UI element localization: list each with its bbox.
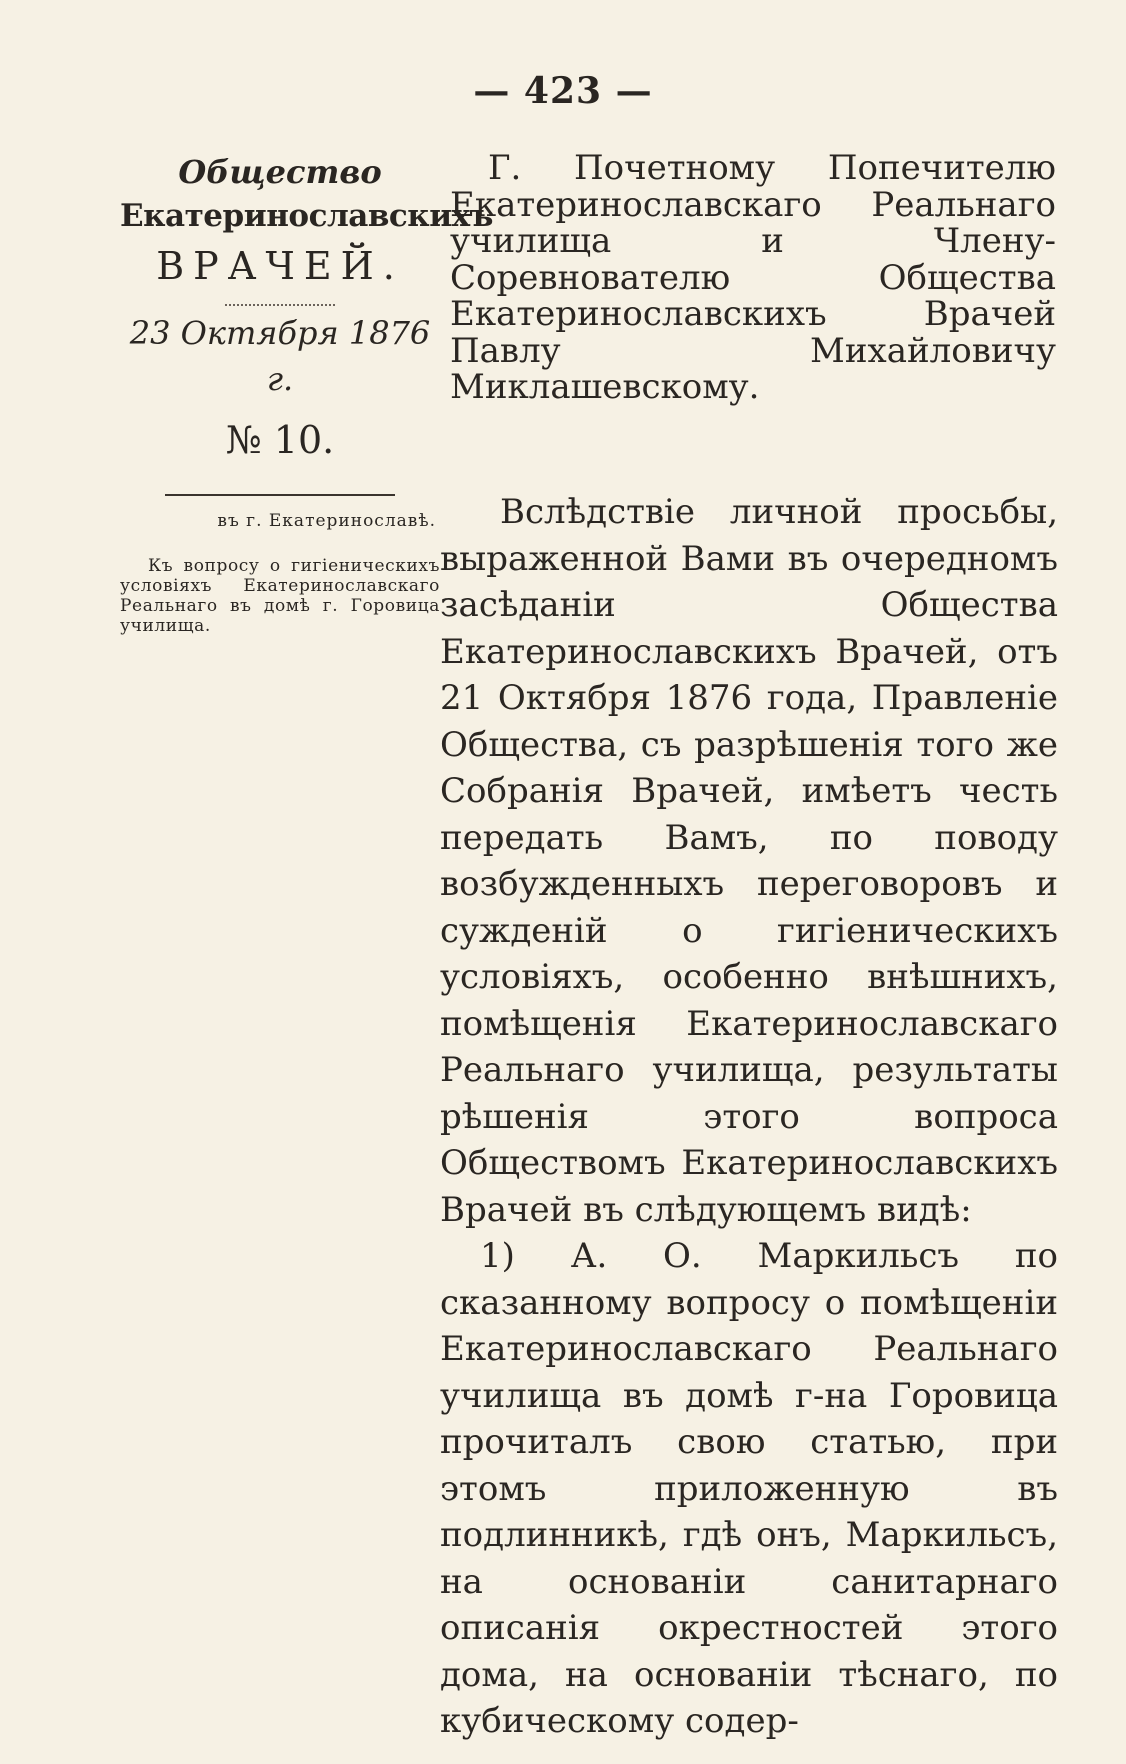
page-number: — 423 — <box>473 70 653 112</box>
society-name-line3: ВРАЧЕЙ. <box>156 244 404 288</box>
body-paragraph-2: 1) А. О. Маркильсъ по сказанному вопросу о помѣщеніи Екатеринославскаго Реальнаго училища въ домѣ г-на Горовица прочиталъ свою статью, при этомъ приложенную въ подлинникѣ, гдѣ онъ, Маркильсъ, на основаніи санитарнаго описанія окрестностей этого дома, на основаніи тѣснаго, по кубическому содер- <box>440 1236 1058 1741</box>
body-paragraph-1: Вслѣдствіе личной просьбы, выраженной Вами въ очередномъ засѣданіи Общества Екатеринославскихъ Врачей, отъ 21 Октября 1876 года, Правленіе Общества, съ разрѣшенія того же Собранія Врачей, имѣетъ честь передать Вамъ, по поводу возбужденныхъ переговоровъ и сужденій о гигіеническихъ условіяхъ, особенно внѣшнихъ, помѣщенія Екатеринославскаго Реальнаго училища, результаты рѣшенія этого вопроса Обществомъ Екатеринославскихъ Врачей въ слѣдующемъ видѣ: <box>440 492 1058 1230</box>
sidebar-heading <box>120 150 493 636</box>
letter-number: № 10. <box>225 418 335 462</box>
ornament-divider <box>225 294 335 306</box>
letter-city: въ г. Екатеринославѣ. <box>217 511 436 531</box>
divider-rule <box>165 494 395 496</box>
letter-body <box>440 489 1058 1745</box>
society-name-line2: Екатеринославскихъ <box>120 198 493 234</box>
society-name-line1: Общество <box>178 153 382 191</box>
letter-subject: Къ вопросу о гигіеническихъ условіяхъ Екатеринославскаго Реальнаго въ домѣ г. Горовица училища. <box>120 556 440 636</box>
addressee-block <box>450 150 1056 406</box>
letter-date: 23 Октября 1876 г. <box>129 314 431 398</box>
addressee: Г. Почетному Попечителю Екатеринославскаго Реальнаго училища и Члену-Соревнователю Общества Екатеринославскихъ Врачей Павлу Михайловичу Миклашевскому. <box>450 148 1056 407</box>
